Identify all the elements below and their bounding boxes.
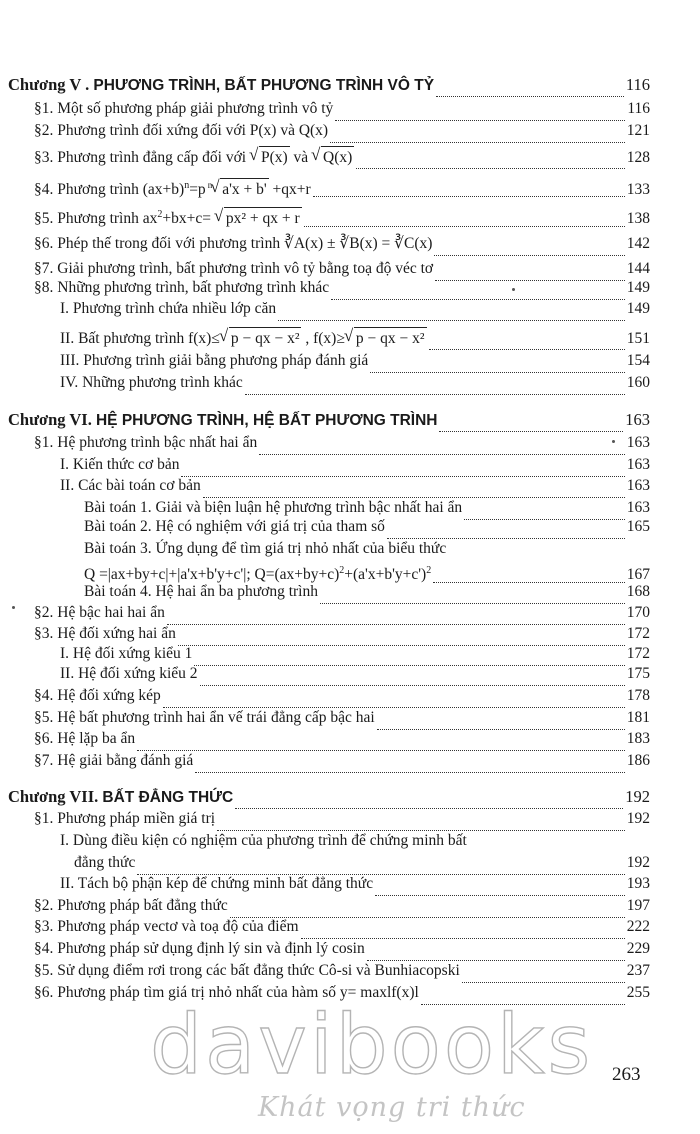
page-ref: 192	[626, 854, 650, 871]
toc-entry	[0, 750, 700, 772]
entry-title: §6. Hệ lặp ba ẩn	[34, 730, 136, 747]
leader-dots	[278, 298, 625, 321]
entry-title: I. Kiến thức cơ bản	[60, 456, 180, 473]
page-ref: 144	[626, 260, 650, 277]
page-ref: 163	[626, 499, 650, 516]
toc-entry	[0, 146, 700, 168]
toc-entry	[0, 895, 700, 917]
exponent: 2	[339, 565, 345, 576]
radical-equation: ∛A(x) ± ∛B(x) = ∛C(x)	[283, 235, 433, 252]
page-ref: 255	[626, 984, 650, 1001]
entry-title: §5. Sử dụng điểm rơi trong các bất đẳng thức Cô-si và Bunhiacopski	[34, 962, 460, 979]
leader-dots	[370, 350, 624, 373]
toc-entry	[0, 174, 700, 199]
entry-title: §1. Hệ phương trình bậc nhất hai ẩn	[34, 434, 258, 451]
entry-title: §3. Phương trình đẳng cấp đối với	[34, 149, 250, 166]
toc-entry	[0, 560, 700, 582]
toc-entry	[0, 204, 700, 226]
toc-entry: I. Dùng điều kiện có nghiệm của phương trình để chứng minh bất	[60, 832, 467, 849]
scan-speck	[612, 440, 615, 443]
page-ref: 151	[626, 330, 650, 347]
toc-entry	[0, 685, 700, 707]
page-ref: 154	[626, 352, 650, 369]
leader-dots	[375, 873, 625, 896]
leader-dots	[259, 432, 625, 455]
entry-title: II. Bất phương trình f(x)≤	[60, 330, 220, 347]
entry-title: §4. Phương pháp sử dụng định lý sin và định lý cosin	[34, 940, 365, 957]
exponent: 2	[426, 565, 432, 576]
page-ref: 160	[626, 374, 650, 391]
toc-entry	[0, 581, 700, 603]
entry-title: I. Phương trình chứa nhiều lớp căn	[60, 300, 277, 317]
entry-title: đẳng thức	[74, 854, 136, 871]
entry-title: II. Các bài toán cơ bản	[60, 477, 201, 494]
entry-title: Bài toán 1. Giải và biện luận hệ phương trình bậc nhất hai ẩn	[84, 499, 463, 516]
entry-title: §5. Phương trình ax	[34, 210, 158, 228]
entry-title: §3. Hệ đối xứng hai ẩn	[34, 625, 176, 642]
leader-dots	[195, 750, 624, 773]
entry-title: IV. Những phương trình khác	[60, 374, 243, 391]
page-ref: 149	[626, 279, 650, 296]
toc-entry	[0, 707, 700, 729]
entry-title: §4. Hệ đối xứng kép	[34, 687, 161, 704]
leader-dots	[137, 852, 624, 875]
leader-dots	[377, 707, 625, 730]
entry-title: III. Phương trình giải bằng phương pháp đánh giá	[60, 352, 369, 369]
page-ref: 163	[626, 456, 650, 473]
entry-title-part: +(a'x+b'y+c')	[344, 566, 427, 584]
toc-entry	[0, 623, 700, 645]
page-ref: 163	[626, 434, 650, 451]
page-ref: 192	[626, 810, 650, 827]
chapter-label: Chương V .	[8, 75, 94, 94]
toc-entry	[0, 938, 700, 960]
entry-title: §8. Những phương trình, bất phương trình khác	[34, 279, 330, 296]
toc-entry	[0, 233, 700, 255]
leader-dots	[167, 602, 625, 625]
entry-title-part: +qx+r	[268, 181, 311, 199]
root-index: n	[207, 180, 213, 190]
toc-entry	[0, 852, 700, 874]
page-ref: 170	[626, 604, 650, 621]
page-ref: 163	[625, 410, 650, 429]
leader-dots	[335, 98, 625, 121]
chapter-label: Chương VI.	[8, 410, 96, 429]
radical-expression: √ px² + qx + r	[224, 207, 302, 230]
toc-entry	[0, 516, 700, 538]
page-ref: 175	[626, 665, 650, 682]
toc-entry	[0, 808, 700, 830]
chapter-heading	[0, 786, 700, 808]
toc-entry	[0, 298, 700, 320]
leader-dots	[439, 409, 623, 432]
toc-entry	[0, 643, 700, 665]
chapter-title: PHƯƠNG TRÌNH, BẤT PHƯƠNG TRÌNH VÔ TỶ	[93, 77, 435, 94]
toc-entry	[0, 432, 700, 454]
entry-title: §6. Phương pháp tìm giá trị nhỏ nhất của hàm số y= maxlf(x)l	[34, 984, 419, 1001]
radical-expression: √ p − qx − x²	[354, 327, 427, 350]
leader-dots	[320, 581, 625, 604]
entry-title: I. Hệ đối xứng kiểu 1	[60, 645, 193, 662]
chapter-heading	[0, 409, 700, 431]
leader-dots	[304, 204, 625, 227]
scan-speck	[512, 288, 515, 291]
page-ref: 116	[625, 75, 650, 94]
page-ref: 183	[626, 730, 650, 747]
entry-title: Q =|ax+by+c|+|a'x+b'y+c'|; Q=(ax+by+c)	[84, 566, 340, 584]
exponent: n	[184, 180, 190, 191]
watermark-tagline: Khát vọng tri thức	[258, 1092, 526, 1123]
leader-dots	[387, 516, 625, 539]
leader-dots	[245, 372, 625, 395]
toc-entry	[0, 98, 700, 120]
leader-dots	[331, 277, 625, 300]
page-ref: 116	[627, 100, 650, 117]
page-number: 263	[612, 1064, 641, 1085]
toc-entry	[0, 120, 700, 142]
leader-dots	[235, 786, 623, 809]
radical-expression: √ a'x + b'	[220, 178, 268, 201]
page-ref: 178	[626, 687, 650, 704]
leader-dots	[203, 475, 625, 498]
leader-dots	[462, 960, 625, 983]
page-ref: 138	[626, 210, 650, 228]
entry-title: §2. Hệ bậc hai hai ẩn	[34, 604, 165, 621]
page-ref: 172	[626, 645, 650, 662]
leader-dots	[200, 663, 625, 686]
entry-title: II. Hệ đối xứng kiểu 2	[60, 665, 198, 682]
radical-expression: √ Q(x)	[321, 146, 354, 169]
leader-dots	[217, 808, 625, 831]
page-ref: 163	[626, 477, 650, 494]
exponent: 2	[157, 209, 163, 220]
toc-entry	[0, 873, 700, 895]
entry-title: §1. Một số phương pháp giải phương trình vô tỷ	[34, 100, 334, 117]
page-ref: 121	[626, 122, 650, 139]
leader-dots	[137, 728, 625, 751]
page-ref: 181	[626, 709, 650, 726]
leader-dots	[313, 174, 625, 197]
entry-title-part: =p	[189, 181, 206, 199]
entry-title-part: +bx+c=	[162, 210, 215, 228]
entry-title: §1. Phương pháp miền giá trị	[34, 810, 216, 827]
page-ref: 229	[626, 940, 650, 957]
leader-dots	[433, 560, 625, 583]
page-ref: 192	[625, 787, 650, 806]
page-ref: 149	[626, 300, 650, 317]
page-ref: 165	[626, 518, 650, 535]
page-ref: 128	[626, 149, 650, 166]
leader-dots	[330, 120, 625, 143]
leader-dots	[429, 327, 625, 350]
entry-title: §5. Hệ bất phương trình hai ẩn vế trái đẳng cấp bậc hai	[34, 709, 375, 726]
entry-title: §7. Giải phương trình, bất phương trình vô tỷ bằng toạ độ véc tơ	[34, 260, 434, 277]
leader-dots	[230, 895, 625, 918]
toc-entry	[0, 277, 700, 299]
page-ref: 193	[626, 875, 650, 892]
entry-title-part: và	[289, 149, 313, 166]
entry-title: Bài toán 4. Hệ hai ẩn ba phương trình	[84, 583, 318, 600]
toc-entry	[0, 728, 700, 750]
page-ref: 133	[626, 181, 650, 199]
toc-entry	[0, 372, 700, 394]
page-ref: 237	[626, 962, 650, 979]
toc-entry	[0, 475, 700, 497]
toc-entry	[0, 960, 700, 982]
leader-dots	[434, 233, 624, 256]
entry-title: §2. Phương trình đối xứng đối với P(x) và Q(x)	[34, 122, 329, 139]
entry-title-part: , f(x)≥	[301, 330, 345, 347]
page-ref: 197	[626, 897, 650, 914]
chapter-title: BẤT ĐẲNG THỨC	[102, 789, 234, 806]
entry-title: Bài toán 2. Hệ có nghiệm với giá trị của tham số	[84, 518, 385, 535]
toc-entry	[0, 916, 700, 938]
leader-dots	[301, 916, 625, 939]
leader-dots	[436, 74, 624, 97]
entry-title: §3. Phương pháp vectơ và toạ độ của điểm	[34, 918, 299, 935]
chapter-heading	[0, 74, 700, 96]
radical-expression: √ P(x)	[259, 146, 290, 169]
leader-dots	[356, 146, 624, 169]
radical-expression: √ p − qx − x²	[229, 327, 302, 350]
leader-dots	[163, 685, 625, 708]
entry-title: §4. Phương trình (ax+b)	[34, 181, 185, 199]
toc-entry	[0, 327, 700, 349]
leader-dots	[367, 938, 625, 961]
entry-title: II. Tách bộ phận kép để chứng minh bất đẳng thức	[60, 875, 374, 892]
entry-title: §6. Phép thế trong đối với phương trình	[34, 235, 284, 252]
page-ref: 168	[626, 583, 650, 600]
scan-speck	[12, 606, 15, 609]
page-ref: 142	[626, 235, 650, 252]
page-ref: 222	[626, 918, 650, 935]
toc-entry: Bài toán 3. Ứng dụng để tìm giá trị nhỏ nhất của biểu thức	[84, 540, 447, 557]
watermark-logo: davibooks	[150, 998, 594, 1093]
page-ref: 167	[626, 566, 650, 584]
toc-entry	[0, 454, 700, 476]
page-ref: 172	[626, 625, 650, 642]
entry-title: §7. Hệ giải bằng đánh giá	[34, 752, 194, 769]
chapter-label: Chương VII.	[8, 787, 103, 806]
page-ref: 186	[626, 752, 650, 769]
leader-dots	[181, 454, 624, 477]
toc-entry	[0, 663, 700, 685]
entry-title: §2. Phương pháp bất đẳng thức	[34, 897, 228, 914]
toc-entry	[0, 602, 700, 624]
toc-entry	[0, 350, 700, 372]
chapter-title: HỆ PHƯƠNG TRÌNH, HỆ BẤT PHƯƠNG TRÌNH	[95, 412, 438, 429]
